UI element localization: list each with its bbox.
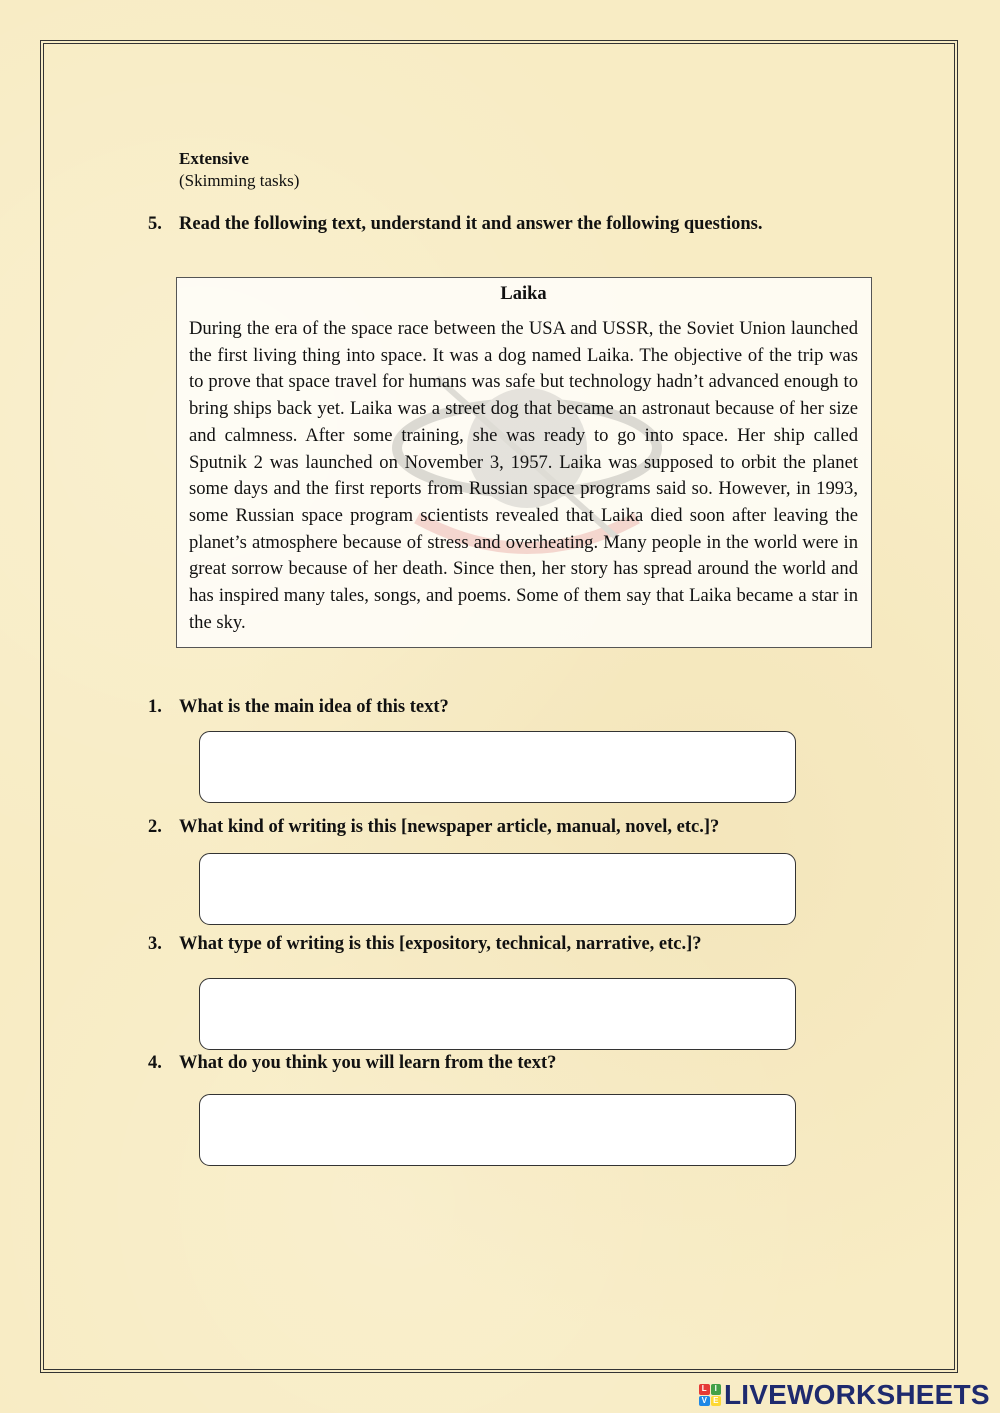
reading-passage xyxy=(176,277,872,648)
section-subtitle: (Skimming tasks) xyxy=(179,171,300,190)
section-heading xyxy=(179,148,299,192)
section-title: Extensive xyxy=(179,149,249,168)
question-2 xyxy=(148,817,719,838)
question-number: 1. xyxy=(148,697,162,717)
main-instruction-number: 5. xyxy=(148,214,162,234)
answer-box-4[interactable] xyxy=(199,1094,796,1166)
question-4 xyxy=(148,1053,556,1074)
logo-mark-letter: I xyxy=(711,1384,722,1395)
question-text: What do you think you will learn from the text? xyxy=(179,1053,557,1073)
main-instruction xyxy=(148,214,763,235)
logo-mark-letter: V xyxy=(699,1396,710,1407)
liveworksheets-logo[interactable] xyxy=(699,1379,990,1411)
question-1 xyxy=(148,697,449,718)
main-instruction-text: Read the following text, understand it and answer the following questions. xyxy=(179,214,763,234)
liveworksheets-logo-icon xyxy=(699,1384,721,1406)
question-text: What type of writing is this [expository, technical, narrative, etc.]? xyxy=(179,934,702,954)
question-number: 4. xyxy=(148,1053,162,1073)
question-number: 2. xyxy=(148,817,162,837)
answer-box-1[interactable] xyxy=(199,731,796,803)
question-number: 3. xyxy=(148,934,162,954)
logo-text: LIVEWORKSHEETS xyxy=(724,1379,990,1410)
answer-box-2[interactable] xyxy=(199,853,796,925)
answer-box-3[interactable] xyxy=(199,978,796,1050)
question-text: What kind of writing is this [newspaper article, manual, novel, etc.]? xyxy=(179,817,720,837)
question-3 xyxy=(148,934,702,955)
passage-title: Laika xyxy=(500,284,547,304)
question-text: What is the main idea of this text? xyxy=(179,697,449,717)
logo-mark-letter: L xyxy=(699,1384,710,1395)
logo-mark-letter: E xyxy=(711,1396,722,1407)
passage-body: During the era of the space race between the USA and USSR, the Soviet Union launched the first living thing into space. It was a dog named Laika. The objective of the trip was to prove that space travel for humans was safe but technology hadn’t advanced enough to bring ships back yet. Laika was a street dog that became an astronaut because of her size and calmness. After some training, she was ready to go into space. Her ship called Sputnik 2 was launched on November 3, 1957. Laika was supposed to orbit the planet some days and the first reports from Russian space programs said so. However, in 1993, some Russian space program scientists revealed that Laika died soon after leaving the planet’s atmosphere because of stress and overheating. Many people in the world were in great sorrow because of her death. Since then, her story has spread around the world and has inspired many tales, songs, and poems. Some of them say that Laika became a star in the sky. xyxy=(189,318,858,633)
